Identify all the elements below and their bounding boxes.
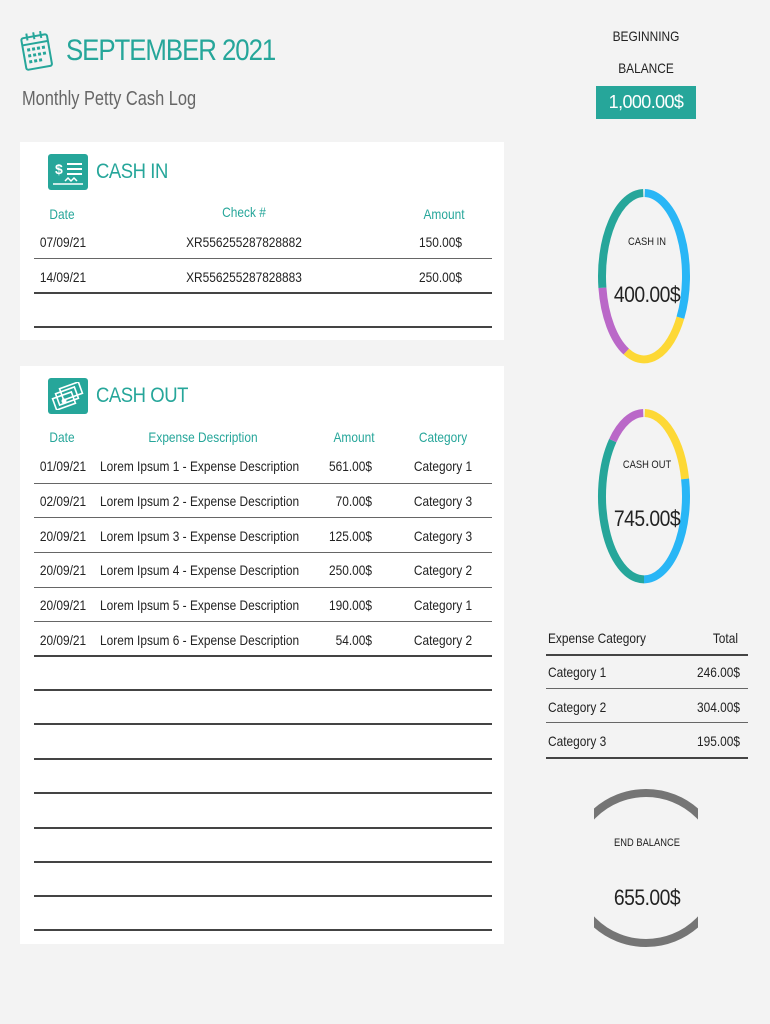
end-balance-label: END BALANCE <box>613 837 680 849</box>
cash-out-row-1-amount: 561.00$ <box>328 458 372 474</box>
page-subtitle: Monthly Petty Cash Log <box>22 88 197 110</box>
table-divider <box>34 827 492 829</box>
cash-out-row-4-desc: Lorem Ipsum 4 - Expense Description <box>100 562 300 578</box>
money-icon <box>48 378 88 414</box>
svg-text:$: $ <box>55 161 63 177</box>
cash-out-ring <box>594 406 694 586</box>
cash-out-row-2-category: Category 3 <box>413 493 473 509</box>
cash-in-col-amount: Amount <box>423 206 465 222</box>
table-divider <box>546 757 748 759</box>
cash-out-title: CASH OUT <box>96 384 188 407</box>
cash-out-row-5-category: Category 1 <box>413 597 473 613</box>
category-row-2-name: Category 2 <box>548 699 607 715</box>
cash-in-row-2-amount: 250.00$ <box>418 269 462 285</box>
table-divider <box>34 792 492 794</box>
cash-in-total: 400.00$ <box>613 282 681 307</box>
cash-in-ring-label: CASH IN <box>628 236 666 248</box>
cash-out-row-5-desc: Lorem Ipsum 5 - Expense Description <box>100 597 300 613</box>
cash-out-row-6-amount: 54.00$ <box>335 632 372 648</box>
cash-out-row-3-category: Category 3 <box>413 528 473 544</box>
cash-out-row-5-amount: 190.00$ <box>328 597 372 613</box>
table-divider <box>34 326 492 328</box>
page-title: SEPTEMBER 2021 <box>66 34 276 67</box>
check-icon <box>48 154 88 190</box>
cash-out-row-2-desc: Lorem Ipsum 2 - Expense Description <box>100 493 300 509</box>
cash-out-row-2-amount: 70.00$ <box>335 493 372 509</box>
cash-out-row-3-amount: 125.00$ <box>328 528 372 544</box>
cash-out-row-4-date: 20/09/21 <box>39 562 87 578</box>
table-divider <box>34 587 492 588</box>
cash-in-row-1-date: 07/09/21 <box>39 234 87 250</box>
beginning-balance-label: BEGINNING <box>612 28 680 44</box>
table-divider <box>546 688 748 689</box>
table-divider <box>34 929 492 931</box>
category-table-header-total: Total <box>712 630 738 646</box>
table-divider <box>34 655 492 657</box>
cash-out-col-desc: Expense Description <box>148 429 258 445</box>
cash-in-row-1-check: XR556255287828882 <box>186 234 302 250</box>
cash-out-row-1-desc: Lorem Ipsum 1 - Expense Description <box>100 458 300 474</box>
table-divider <box>34 621 492 622</box>
end-balance-ring <box>594 778 698 958</box>
cash-out-row-6-desc: Lorem Ipsum 6 - Expense Description <box>100 632 300 648</box>
cash-in-title: CASH IN <box>96 160 168 183</box>
cash-out-total: 745.00$ <box>613 506 681 531</box>
cash-out-row-1-category: Category 1 <box>413 458 473 474</box>
table-divider <box>546 722 748 723</box>
table-divider <box>546 654 748 656</box>
cash-out-row-2-date: 02/09/21 <box>39 493 87 509</box>
beginning-balance-label-2: BALANCE <box>618 60 674 76</box>
cash-out-row-3-desc: Lorem Ipsum 3 - Expense Description <box>100 528 300 544</box>
category-row-1-name: Category 1 <box>548 664 607 680</box>
table-divider <box>34 723 492 725</box>
cash-out-row-6-category: Category 2 <box>413 632 473 648</box>
table-divider <box>34 517 492 518</box>
end-balance-value: 655.00$ <box>613 885 681 910</box>
cash-out-col-amount: Amount <box>333 429 375 445</box>
cash-in-ring-segment-2 <box>626 318 680 360</box>
table-divider <box>34 292 492 294</box>
category-row-3-name: Category 3 <box>548 733 607 749</box>
cash-out-row-4-amount: 250.00$ <box>328 562 372 578</box>
category-table-header-category: Expense Category <box>548 630 646 646</box>
table-divider <box>34 758 492 760</box>
cash-in-ring <box>594 186 694 366</box>
table-divider <box>34 258 492 259</box>
cash-in-row-1-amount: 150.00$ <box>418 234 462 250</box>
cash-out-row-3-date: 20/09/21 <box>39 528 87 544</box>
category-row-1-total: 246.00$ <box>696 664 740 680</box>
table-divider <box>34 689 492 691</box>
cash-in-col-date: Date <box>49 206 75 222</box>
cash-out-row-4-category: Category 2 <box>413 562 473 578</box>
cash-out-ring-segment-4 <box>613 413 643 441</box>
cash-in-row-2-check: XR556255287828883 <box>186 269 302 285</box>
cash-out-row-1-date: 01/09/21 <box>39 458 87 474</box>
category-row-2-total: 304.00$ <box>696 699 740 715</box>
category-row-3-total: 195.00$ <box>696 733 740 749</box>
cash-out-col-date: Date <box>49 429 75 445</box>
table-divider <box>34 861 492 863</box>
cash-out-ring-label: CASH OUT <box>622 459 672 471</box>
table-divider <box>34 483 492 484</box>
beginning-balance-value: 1,000.00$ <box>596 86 696 119</box>
calendar-icon <box>20 28 54 76</box>
cash-out-row-5-date: 20/09/21 <box>39 597 87 613</box>
cash-out-row-6-date: 20/09/21 <box>39 632 87 648</box>
table-divider <box>34 895 492 897</box>
table-divider <box>34 552 492 553</box>
cash-in-row-2-date: 14/09/21 <box>39 269 87 285</box>
cash-out-col-category: Category <box>418 429 468 445</box>
cash-in-col-check: Check # <box>222 204 266 220</box>
